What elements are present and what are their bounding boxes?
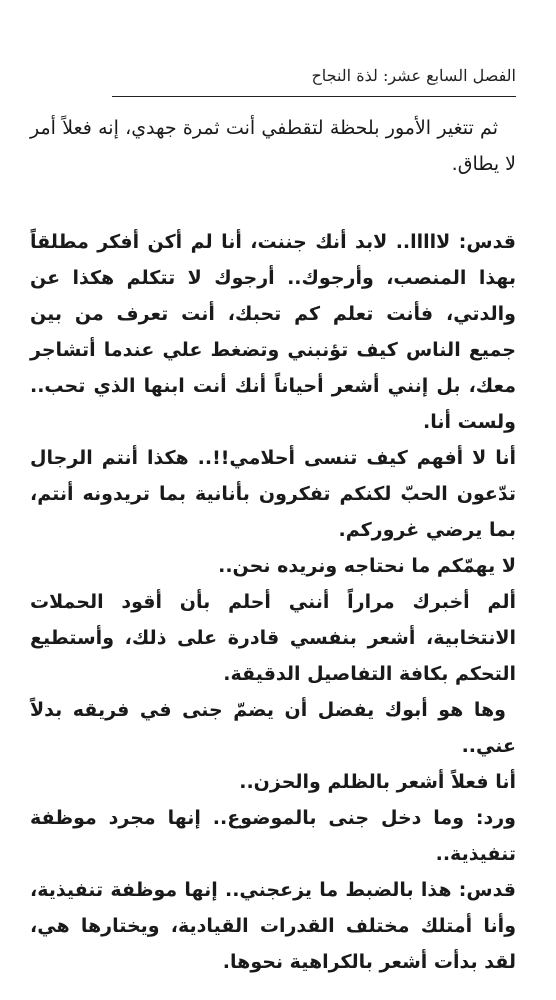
running-header [112,60,516,97]
dialogue-paragraph: قدس: هذا بالضبط ما يزعجني.. إنها موظفة تنفيذية، وأنا أمتلك مختلف القدرات القيادية، ويختارها هي، لقد بدأت أشعر بالكراهية نحوها. [30,879,516,973]
dialogue-paragraph: أنا لا أفهم كيف تنسى أحلامي!!.. هكذا أنتم الرجال تدّعون الحبّ لكنكم تفكرون بأنانية بما تريدونه أنتم، بما يرضي غروركم. [30,447,516,541]
body-text [30,110,516,980]
dialogue-paragraph: ألم أخبرك مراراً أنني أحلم بأن أقود الحملات الانتخابية، أشعر بنفسي قادرة على ذلك، وأستطيع التحكم بكافة التفاصيل الدقيقة. [30,591,516,685]
paragraph-opening: ثم تتغير الأمور بلحظة لتقطفي أنت ثمرة جهدي، إنه فعلاً أمر لا يطاق. [30,117,516,175]
section-spacer [30,182,516,224]
dialogue-paragraph: أنا فعلاً أشعر بالظلم والحزن.. [239,771,516,793]
chapter-title: الفصل السابع عشر: لذة النجاح [311,66,516,85]
dialogue-paragraph: ورد: وما دخل جنى بالموضوع.. إنها مجرد موظفة تنفيذية.. [30,807,516,865]
dialogue-paragraph: قدس: لااااا.. لابد أنك جننت، أنا لم أكن أفكر مطلقاً بهذا المنصب، وأرجوك.. أرجوك لا تتكلم هكذا عن والدتي، فأنت تعلم كم تحبك، أنت تعرف من بين جميع الناس كيف تؤنبني وتضغط علي عندما أتشاجر معك، بل إنني أشعر أحياناً أنك أنت ابنها الذي تحب.. ولست أنا. [30,231,516,433]
dialogue-paragraph: لا يهمّكم ما نحتاجه ونريده نحن.. [218,555,516,577]
dialogue-paragraph: وها هو أبوك يفضل أن يضمّ جنى في فريقه بدلاً عني.. [30,699,516,757]
